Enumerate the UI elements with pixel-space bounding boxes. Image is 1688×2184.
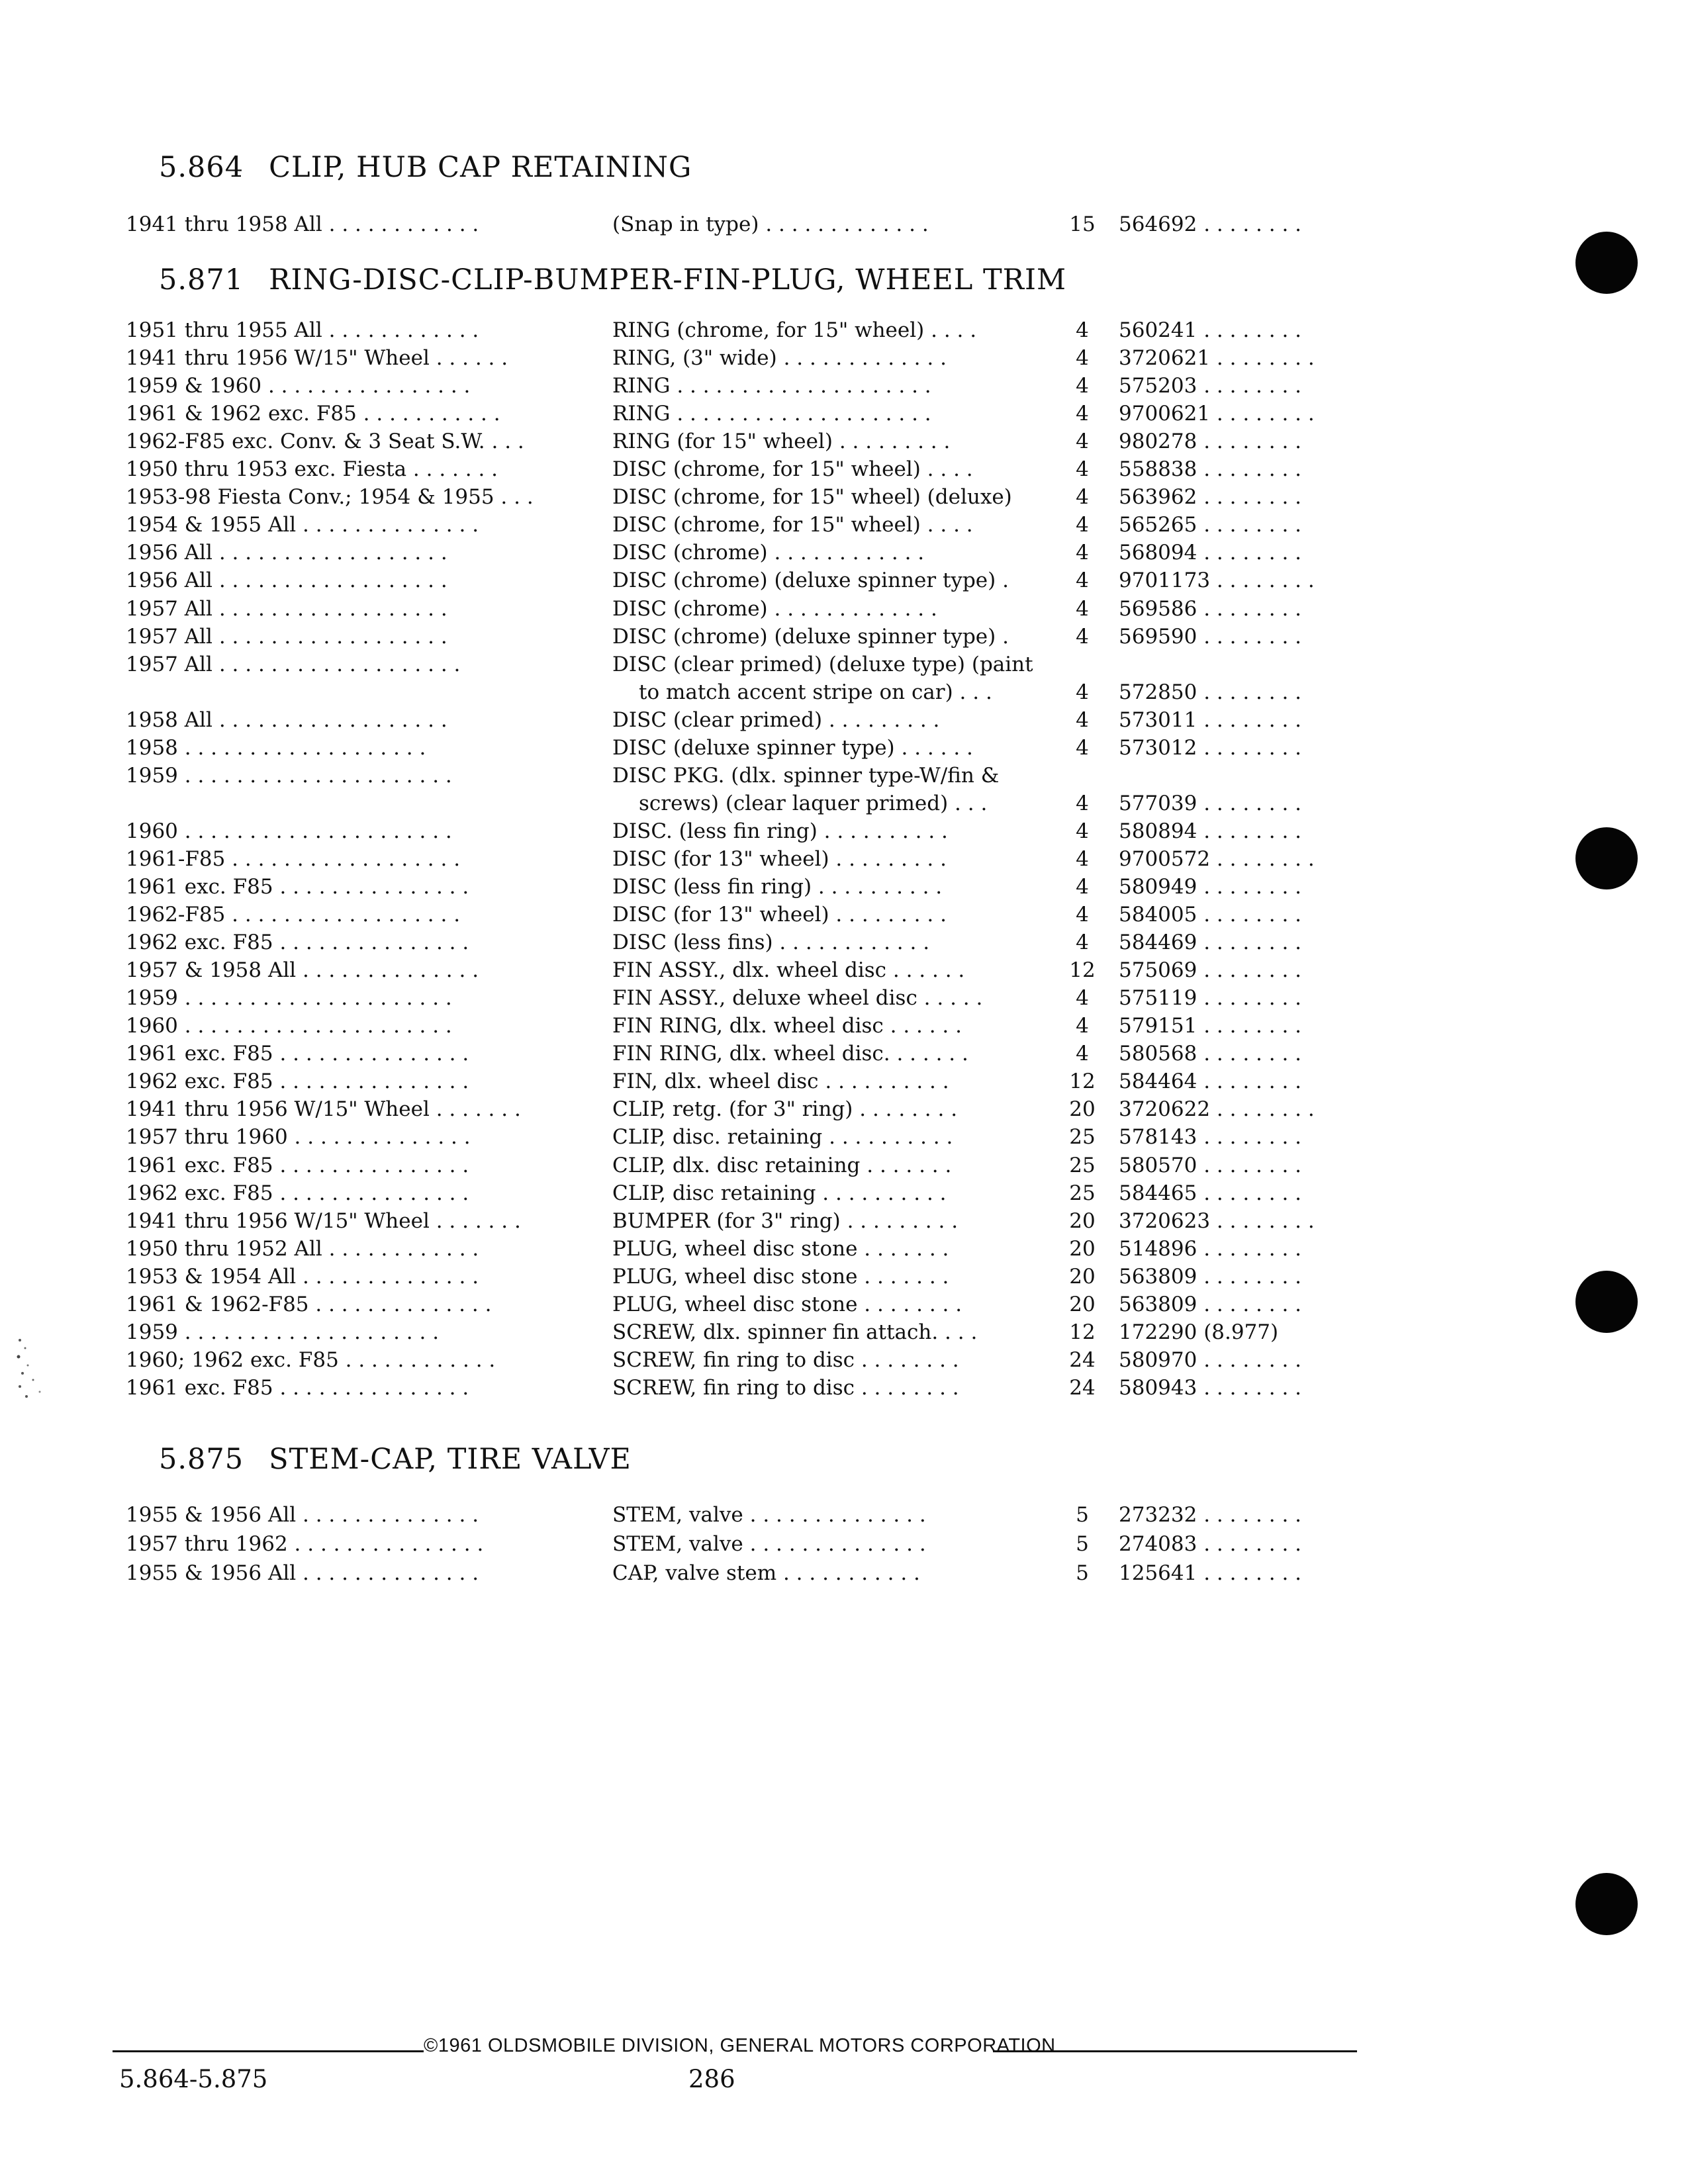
table-row [0,623,1688,651]
quantity-cell: 20 [1069,1293,1096,1316]
table-row [0,400,1688,428]
quantity-cell: 15 [1069,212,1096,236]
part-number-cell: 172290 (8.977) [1119,1320,1279,1344]
description-cell: DISC (for 13" wheel) . . . . . . . . . [612,903,947,927]
table-row [0,539,1688,567]
part-number-cell: 580570 . . . . . . . . [1119,1154,1302,1177]
quantity-cell: 4 [1076,430,1089,453]
quantity-cell: 4 [1076,318,1089,342]
model-cell: 1961 & 1962 exc. F85 . . . . . . . . . . . [126,402,500,426]
footer-copyright: ©1961 OLDSMOBILE DIVISION, GENERAL MOTORS CORPORATION [424,2035,1056,2056]
part-number-cell: 560241 . . . . . . . . [1119,318,1302,342]
table-row [0,873,1688,901]
model-cell: 1961 & 1962-F85 . . . . . . . . . . . . . . [126,1293,492,1316]
table-row [0,567,1688,594]
part-number-cell: 9700621 . . . . . . . . [1119,402,1315,426]
model-cell: 1959 . . . . . . . . . . . . . . . . . . . . . [126,764,452,788]
part-number-cell: 584469 . . . . . . . . [1119,931,1302,954]
model-cell: 1941 thru 1958 All . . . . . . . . . . . . [126,212,479,236]
quantity-cell: 25 [1069,1154,1096,1177]
part-number-cell: 9700572 . . . . . . . . [1119,847,1315,871]
quantity-cell: 4 [1076,792,1089,815]
quantity-cell: 4 [1076,541,1089,565]
model-cell: 1957 thru 1962 . . . . . . . . . . . . . . . [126,1532,484,1556]
section-heading-5-864 [159,151,692,184]
part-number-cell: 584465 . . . . . . . . [1119,1181,1302,1205]
quantity-cell: 25 [1069,1181,1096,1205]
quantity-cell: 5 [1076,1503,1089,1527]
quantity-cell: 4 [1076,485,1089,509]
table-row [0,1095,1688,1123]
description-cell: CLIP, retg. (for 3" ring) . . . . . . . . [612,1097,958,1121]
model-cell: 1941 thru 1956 W/15" Wheel . . . . . . [126,346,508,370]
model-cell: 1955 & 1956 All . . . . . . . . . . . . . . [126,1503,479,1527]
model-cell: 1962 exc. F85 . . . . . . . . . . . . . . . [126,1181,469,1205]
table-row [0,1346,1688,1374]
section-heading-5-875 [159,1443,632,1476]
model-cell: 1951 thru 1955 All . . . . . . . . . . . . [126,318,479,342]
model-cell: 1956 All . . . . . . . . . . . . . . . . . . [126,541,447,565]
section-number: 5.875 [159,1443,244,1476]
description-cell: FIN ASSY., dlx. wheel disc . . . . . . [612,958,965,982]
quantity-cell: 25 [1069,1125,1096,1149]
table-row [0,1235,1688,1263]
table-row [0,1068,1688,1095]
table-row [0,651,1688,678]
description-cell: RING, (3" wide) . . . . . . . . . . . . . [612,346,947,370]
table-row [0,1559,1688,1587]
table-row [0,316,1688,344]
part-number-cell: 580949 . . . . . . . . [1119,875,1302,899]
part-number-cell: 564692 . . . . . . . . [1119,212,1302,236]
part-number-cell: 274083 . . . . . . . . [1119,1532,1302,1556]
description-cell: (Snap in type) . . . . . . . . . . . . . [612,212,929,236]
description-cell: DISC (less fins) . . . . . . . . . . . . [612,931,930,954]
model-cell: 1941 thru 1956 W/15" Wheel . . . . . . . [126,1209,521,1233]
quantity-cell: 4 [1076,819,1089,843]
table-row [0,1318,1688,1346]
part-number-cell: 573011 . . . . . . . . [1119,708,1302,732]
model-cell: 1956 All . . . . . . . . . . . . . . . . . . [126,569,447,592]
description-cell: RING . . . . . . . . . . . . . . . . . . . . [612,374,931,398]
binder-hole [1575,1873,1638,1935]
part-number-cell: 563962 . . . . . . . . [1119,485,1302,509]
quantity-cell: 4 [1076,1042,1089,1066]
model-cell: 1958 . . . . . . . . . . . . . . . . . . . [126,736,426,760]
quantity-cell: 4 [1076,457,1089,481]
quantity-cell: 4 [1076,1014,1089,1038]
description-cell: PLUG, wheel disc stone . . . . . . . [612,1237,949,1261]
quantity-cell: 12 [1069,1320,1096,1344]
description-cell: STEM, valve . . . . . . . . . . . . . . [612,1532,926,1556]
part-number-cell: 575203 . . . . . . . . [1119,374,1302,398]
quantity-cell: 20 [1069,1265,1096,1289]
quantity-cell: 4 [1076,986,1089,1010]
description-cell: FIN, dlx. wheel disc . . . . . . . . . . [612,1069,949,1093]
description-cell: DISC (for 13" wheel) . . . . . . . . . [612,847,947,871]
quantity-cell: 4 [1076,680,1089,704]
description-cell: SCREW, fin ring to disc . . . . . . . . [612,1376,959,1400]
model-cell: 1953-98 Fiesta Conv.; 1954 & 1955 . . . [126,485,534,509]
table-row [0,483,1688,511]
model-cell: 1960 . . . . . . . . . . . . . . . . . . . . . [126,819,452,843]
part-number-cell: 580970 . . . . . . . . [1119,1348,1302,1372]
table-row [0,1040,1688,1068]
model-cell: 1954 & 1955 All . . . . . . . . . . . . . . [126,513,479,537]
part-number-cell: 577039 . . . . . . . . [1119,792,1302,815]
part-number-cell: 980278 . . . . . . . . [1119,430,1302,453]
page-number: 286 [688,2065,735,2093]
description-cell: SCREW, fin ring to disc . . . . . . . . [612,1348,959,1372]
table-row [0,817,1688,845]
description-cell: STEM, valve . . . . . . . . . . . . . . [612,1503,926,1527]
description-cell: DISC (chrome) (deluxe spinner type) . [612,569,1009,592]
model-cell: 1953 & 1954 All . . . . . . . . . . . . . . [126,1265,479,1289]
model-cell: 1961 exc. F85 . . . . . . . . . . . . . . . [126,1154,469,1177]
description-cell: FIN RING, dlx. wheel disc. . . . . . . [612,1042,968,1066]
model-cell: 1957 All . . . . . . . . . . . . . . . . . . [126,625,447,649]
binder-hole [1575,827,1638,889]
footer-section-range: 5.864-5.875 [119,2065,268,2093]
part-number-cell: 579151 . . . . . . . . [1119,1014,1302,1038]
section-number: 5.871 [159,263,244,296]
model-cell: 1960; 1962 exc. F85 . . . . . . . . . . . . [126,1348,496,1372]
description-cell: DISC (chrome, for 15" wheel) (deluxe) [612,485,1012,509]
table-row [0,1179,1688,1207]
binder-hole [1575,232,1638,294]
part-number-cell: 563809 . . . . . . . . [1119,1293,1302,1316]
part-number-cell: 580894 . . . . . . . . [1119,819,1302,843]
table-row [0,706,1688,734]
part-number-cell: 584005 . . . . . . . . [1119,903,1302,927]
quantity-cell: 4 [1076,402,1089,426]
table-row [0,929,1688,956]
part-number-cell: 575119 . . . . . . . . [1119,986,1302,1010]
quantity-cell: 5 [1076,1561,1089,1585]
model-cell: 1961-F85 . . . . . . . . . . . . . . . . . . [126,847,461,871]
part-number-cell: 9701173 . . . . . . . . [1119,569,1315,592]
model-cell: 1958 All . . . . . . . . . . . . . . . . . . [126,708,447,732]
model-cell: 1960 . . . . . . . . . . . . . . . . . . . . . [126,1014,452,1038]
quantity-cell: 4 [1076,346,1089,370]
section-title: RING-DISC-CLIP-BUMPER-FIN-PLUG, WHEEL TRIM [269,263,1067,296]
model-cell: 1957 & 1958 All . . . . . . . . . . . . . . [126,958,479,982]
description-cell: DISC (deluxe spinner type) . . . . . . [612,736,973,760]
model-cell: 1950 thru 1952 All . . . . . . . . . . . . [126,1237,479,1261]
part-number-cell: 514896 . . . . . . . . [1119,1237,1302,1261]
part-number-cell: 569586 . . . . . . . . [1119,597,1302,621]
table-row [0,845,1688,873]
part-number-cell: 563809 . . . . . . . . [1119,1265,1302,1289]
description-cell: CAP, valve stem . . . . . . . . . . . [612,1561,920,1585]
description-cell: DISC PKG. (dlx. spinner type-W/fin & [612,764,1000,788]
description-cell: DISC (chrome) . . . . . . . . . . . . [612,541,925,565]
description-cell: CLIP, disc. retaining . . . . . . . . . . [612,1125,953,1149]
model-cell: 1941 thru 1956 W/15" Wheel . . . . . . . [126,1097,521,1121]
model-cell: 1959 & 1960 . . . . . . . . . . . . . . . . [126,374,471,398]
model-cell: 1961 exc. F85 . . . . . . . . . . . . . . . [126,875,469,899]
model-cell: 1959 . . . . . . . . . . . . . . . . . . . . . [126,986,452,1010]
quantity-cell: 12 [1069,1069,1096,1093]
model-cell: 1962 exc. F85 . . . . . . . . . . . . . . . [126,1069,469,1093]
table-row [0,455,1688,483]
description-cell: RING (for 15" wheel) . . . . . . . . . [612,430,951,453]
table-row [0,1374,1688,1402]
part-number-cell: 3720623 . . . . . . . . [1119,1209,1315,1233]
part-number-cell: 572850 . . . . . . . . [1119,680,1302,704]
quantity-cell: 20 [1069,1237,1096,1261]
model-cell: 1962-F85 exc. Conv. & 3 Seat S.W. . . . [126,430,524,453]
description-cell: DISC (chrome, for 15" wheel) . . . . [612,457,973,481]
part-number-cell: 580568 . . . . . . . . [1119,1042,1302,1066]
table-row [0,734,1688,762]
table-row [0,1263,1688,1291]
model-cell: 1957 All . . . . . . . . . . . . . . . . . . [126,597,447,621]
description-cell: FIN ASSY., deluxe wheel disc . . . . . [612,986,983,1010]
quantity-cell: 4 [1076,736,1089,760]
description-cell: DISC (chrome) . . . . . . . . . . . . . [612,597,937,621]
section-number: 5.864 [159,151,244,184]
description-cell: screws) (clear laquer primed) . . . [639,792,988,815]
part-number-cell: 575069 . . . . . . . . [1119,958,1302,982]
table-row [0,344,1688,372]
description-cell: CLIP, disc retaining . . . . . . . . . . [612,1181,947,1205]
quantity-cell: 4 [1076,569,1089,592]
quantity-cell: 12 [1069,958,1096,982]
table-row [0,901,1688,929]
model-cell: 1961 exc. F85 . . . . . . . . . . . . . . . [126,1376,469,1400]
quantity-cell: 4 [1076,374,1089,398]
description-cell: CLIP, dlx. disc retaining . . . . . . . [612,1154,952,1177]
table-row [0,1152,1688,1179]
model-cell: 1950 thru 1953 exc. Fiesta . . . . . . . [126,457,498,481]
model-cell: 1955 & 1956 All . . . . . . . . . . . . . . [126,1561,479,1585]
quantity-cell: 24 [1069,1376,1096,1400]
section-heading-5-871 [159,263,1066,296]
table-row [0,678,1688,706]
description-cell: DISC (chrome, for 15" wheel) . . . . [612,513,973,537]
model-cell: 1957 thru 1960 . . . . . . . . . . . . . . [126,1125,471,1149]
part-number-cell: 565265 . . . . . . . . [1119,513,1302,537]
table-row [0,210,1688,238]
quantity-cell: 4 [1076,931,1089,954]
table-row [0,595,1688,623]
table-row [0,956,1688,984]
part-number-cell: 584464 . . . . . . . . [1119,1069,1302,1093]
description-cell: PLUG, wheel disc stone . . . . . . . . [612,1293,962,1316]
table-row [0,1530,1688,1558]
quantity-cell: 24 [1069,1348,1096,1372]
quantity-cell: 5 [1076,1532,1089,1556]
table-row [0,1012,1688,1040]
description-cell: BUMPER (for 3" ring) . . . . . . . . . [612,1209,959,1233]
model-cell: 1962 exc. F85 . . . . . . . . . . . . . . . [126,931,469,954]
scan-specks [13,1334,60,1406]
part-number-cell: 569590 . . . . . . . . [1119,625,1302,649]
description-cell: SCREW, dlx. spinner fin attach. . . . [612,1320,978,1344]
description-cell: FIN RING, dlx. wheel disc . . . . . . [612,1014,962,1038]
description-cell: RING (chrome, for 15" wheel) . . . . [612,318,977,342]
binder-hole [1575,1271,1638,1333]
part-number-cell: 573012 . . . . . . . . [1119,736,1302,760]
part-number-cell: 3720621 . . . . . . . . [1119,346,1315,370]
table-row [0,1207,1688,1235]
quantity-cell: 4 [1076,708,1089,732]
part-number-cell: 558838 . . . . . . . . [1119,457,1302,481]
table-row [0,984,1688,1012]
quantity-cell: 4 [1076,847,1089,871]
table-row [0,1291,1688,1318]
part-number-cell: 3720622 . . . . . . . . [1119,1097,1315,1121]
part-number-cell: 273232 . . . . . . . . [1119,1503,1302,1527]
quantity-cell: 4 [1076,513,1089,537]
quantity-cell: 4 [1076,875,1089,899]
model-cell: 1957 All . . . . . . . . . . . . . . . . . . . [126,653,461,676]
part-number-cell: 580943 . . . . . . . . [1119,1376,1302,1400]
section-title: STEM-CAP, TIRE VALVE [269,1443,632,1476]
quantity-cell: 20 [1069,1097,1096,1121]
table-row [0,1501,1688,1529]
table-row [0,1123,1688,1151]
part-number-cell: 568094 . . . . . . . . [1119,541,1302,565]
section-title: CLIP, HUB CAP RETAINING [269,151,692,184]
quantity-cell: 4 [1076,597,1089,621]
quantity-cell: 4 [1076,625,1089,649]
description-cell: to match accent stripe on car) . . . [639,680,992,704]
table-row [0,511,1688,539]
description-cell: DISC (clear primed) . . . . . . . . . [612,708,940,732]
description-cell: DISC. (less fin ring) . . . . . . . . . . [612,819,948,843]
table-row [0,790,1688,817]
table-row [0,428,1688,455]
model-cell: 1959 . . . . . . . . . . . . . . . . . . . . [126,1320,440,1344]
quantity-cell: 4 [1076,903,1089,927]
description-cell: DISC (less fin ring) . . . . . . . . . . [612,875,943,899]
part-number-cell: 578143 . . . . . . . . [1119,1125,1302,1149]
description-cell: DISC (clear primed) (deluxe type) (paint [612,653,1033,676]
table-row [0,762,1688,790]
description-cell: DISC (chrome) (deluxe spinner type) . [612,625,1009,649]
quantity-cell: 20 [1069,1209,1096,1233]
model-cell: 1962-F85 . . . . . . . . . . . . . . . . . . [126,903,461,927]
table-row [0,372,1688,400]
model-cell: 1961 exc. F85 . . . . . . . . . . . . . . . [126,1042,469,1066]
part-number-cell: 125641 . . . . . . . . [1119,1561,1302,1585]
description-cell: PLUG, wheel disc stone . . . . . . . [612,1265,949,1289]
description-cell: RING . . . . . . . . . . . . . . . . . . . . [612,402,931,426]
